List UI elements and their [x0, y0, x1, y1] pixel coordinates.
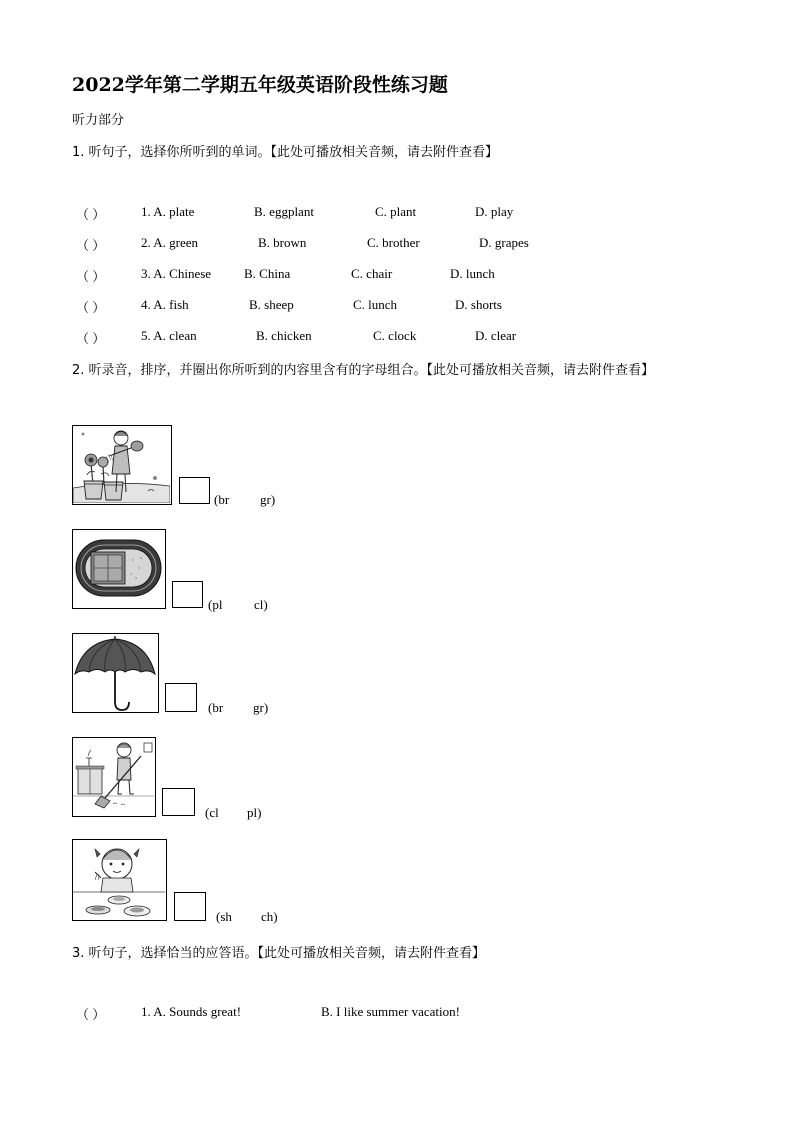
q2-heading: 2. 听录音，排序，并圈出你所听到的内容里含有的字母组合。【此处可播放相关音频，请去附件查看】 — [72, 363, 655, 378]
answer-paren[interactable]: （ ） — [76, 269, 106, 284]
order-number-box[interactable] — [172, 581, 203, 608]
letter-combo-option[interactable]: gr) — [253, 700, 269, 715]
option-b: B. eggplant — [254, 204, 314, 219]
order-number-box[interactable] — [174, 892, 206, 921]
option-c: C. lunch — [353, 297, 398, 312]
option-d: D. lunch — [450, 266, 495, 281]
letter-combo-option[interactable]: ch) — [261, 909, 278, 924]
running-track-picture — [72, 529, 166, 609]
order-number-box[interactable] — [165, 683, 197, 712]
letter-combo-option[interactable]: pl) — [247, 805, 262, 820]
option-a: 2. A. green — [141, 235, 199, 250]
option-a: 1. A. Sounds great! — [141, 1004, 242, 1019]
option-a: 4. A. fish — [141, 297, 189, 312]
letter-combo-option[interactable]: (cl — [205, 805, 219, 820]
letter-combo-option[interactable]: (br — [214, 492, 230, 507]
option-b: B. I like summer vacation! — [321, 1004, 460, 1019]
letter-combo-choices — [214, 492, 294, 508]
umbrella-picture — [72, 633, 159, 713]
letter-combo-choices — [205, 805, 285, 821]
option-b: B. chicken — [256, 328, 312, 343]
answer-paren[interactable]: （ ） — [76, 238, 106, 253]
letter-combo-option[interactable]: (sh — [216, 909, 232, 924]
option-c: C. clock — [373, 328, 417, 343]
girl-eating-dinner-picture — [72, 839, 167, 921]
option-a: 5. A. clean — [141, 328, 197, 343]
option-c: C. brother — [367, 235, 420, 250]
order-number-box[interactable] — [162, 788, 195, 816]
option-d: D. play — [475, 204, 514, 219]
order-number-box[interactable] — [179, 477, 210, 504]
letter-combo-choices — [216, 909, 296, 925]
option-d: D. shorts — [455, 297, 502, 312]
letter-combo-option[interactable]: cl) — [254, 597, 268, 612]
option-b: B. China — [244, 266, 291, 281]
answer-paren[interactable]: （ ） — [76, 300, 106, 315]
q1-heading: 1. 听句子，选择你所听到的单词。【此处可播放相关音频，请去附件查看】 — [72, 145, 499, 160]
option-a: 1. A. plate — [141, 204, 195, 219]
letter-combo-option[interactable]: (pl — [208, 597, 223, 612]
option-d: D. grapes — [479, 235, 529, 250]
answer-paren[interactable]: （ ） — [76, 207, 106, 222]
option-b: B. sheep — [249, 297, 294, 312]
option-a: 3. A. Chinese — [141, 266, 212, 281]
option-d: D. clear — [475, 328, 517, 343]
answer-paren[interactable]: （ ） — [76, 1007, 106, 1022]
option-c: C. plant — [375, 204, 417, 219]
section-label: 听力部分 — [72, 113, 125, 128]
page-title: 2022学年第二学期五年级英语阶段性练习题 — [72, 74, 448, 96]
option-b: B. brown — [258, 235, 307, 250]
letter-combo-choices — [208, 597, 288, 613]
answer-paren[interactable]: （ ） — [76, 331, 106, 346]
letter-combo-choices — [208, 700, 288, 716]
girl-watering-flowers-picture — [72, 425, 172, 505]
letter-combo-option[interactable]: (br — [208, 700, 224, 715]
letter-combo-option[interactable]: gr) — [260, 492, 276, 507]
option-c: C. chair — [351, 266, 393, 281]
boy-sweeping-floor-picture — [72, 737, 156, 817]
q3-heading: 3. 听句子，选择恰当的应答语。【此处可播放相关音频，请去附件查看】 — [72, 946, 486, 961]
